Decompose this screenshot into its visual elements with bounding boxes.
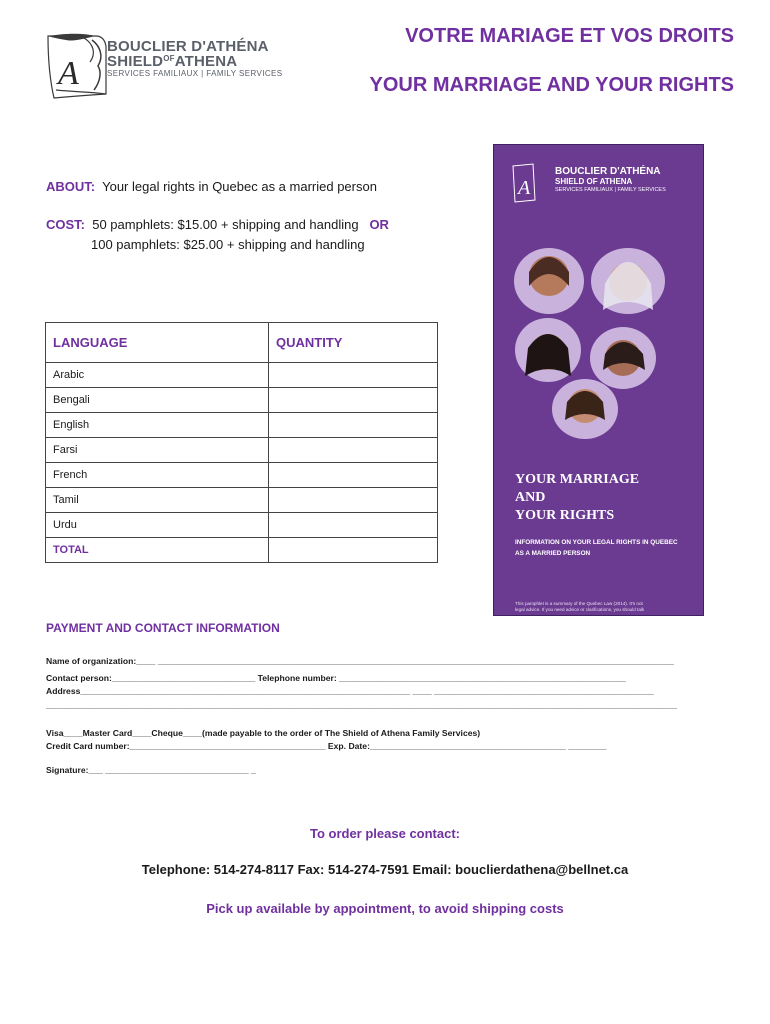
cost-label: COST: <box>46 217 85 232</box>
header-quantity: QUANTITY <box>269 323 438 363</box>
table-total-row <box>46 538 438 563</box>
address-continuation-field[interactable]: ____________________________________________________________________________________________________________________________________ <box>46 700 677 710</box>
pamphlet-org-english: SHIELD OF ATHENA <box>555 177 633 186</box>
total-input-cell[interactable] <box>269 538 438 563</box>
table-row <box>46 413 438 438</box>
language-cell: Bengali <box>46 388 269 413</box>
payment-section-title: PAYMENT AND CONTACT INFORMATION <box>46 621 280 635</box>
pamphlet-org-subtitle: SERVICES FAMILIAUX | FAMILY SERVICES <box>555 187 666 193</box>
order-table <box>45 322 438 563</box>
language-cell: English <box>46 413 269 438</box>
organization-name-field[interactable]: Name of organization:____ ____________________________________________________________________________________________________________ <box>46 656 674 666</box>
address-field[interactable]: Address_____________________________________________________________________ ____ ______________________________________________ <box>46 686 654 696</box>
pamphlet-title-1: YOUR MARRIAGE <box>515 472 640 487</box>
pickup-note: Pick up available by appointment, to avoid shipping costs <box>206 901 564 916</box>
language-cell: French <box>46 463 269 488</box>
quantity-input-cell[interactable] <box>269 513 438 538</box>
pamphlet-title-3: YOUR RIGHTS <box>515 508 615 523</box>
quantity-input-cell[interactable] <box>269 463 438 488</box>
about-text: Your legal rights in Quebec as a married person <box>102 179 377 194</box>
table-row <box>46 463 438 488</box>
about-label: ABOUT: <box>46 179 96 194</box>
title-french: VOTRE MARIAGE ET VOS DROITS <box>405 25 734 47</box>
quantity-input-cell[interactable] <box>269 413 438 438</box>
language-cell: Tamil <box>46 488 269 513</box>
cost-option-100: 100 pamphlets: $25.00 + shipping and handling <box>91 237 365 252</box>
signature-field[interactable]: Signature:___ ______________________________ _ <box>46 765 256 775</box>
total-label: TOTAL <box>46 538 269 563</box>
logo-subtitle: SERVICES FAMILIAUX | FAMILY SERVICES <box>107 69 283 78</box>
cost-or: OR <box>369 217 389 232</box>
contact-details: Telephone: 514-274-8117 Fax: 514-274-7591 Email: bouclierdathena@bellnet.ca <box>141 862 629 877</box>
table-row <box>46 388 438 413</box>
title-english: YOUR MARRIAGE AND YOUR RIGHTS <box>369 74 734 96</box>
pamphlet-fine-print-2: legal advice. If you need advice or clarifications, you should talk <box>515 607 645 612</box>
pamphlet-fine-print-1: This pamphlet is a summary of the Quebec Law (2014). It's not <box>515 601 643 606</box>
pamphlet-subtitle-2: AS A MARRIED PERSON <box>515 550 591 557</box>
payment-method-line[interactable]: Visa____Master Card____Cheque____(made payable to the order of The Shield of Athena Family Services) <box>46 728 481 738</box>
quantity-input-cell[interactable] <box>269 388 438 413</box>
quantity-input-cell[interactable] <box>269 363 438 388</box>
table-header-row <box>46 323 438 363</box>
credit-card-field[interactable]: Credit Card number:_________________________________________ Exp. Date:_________________________________________ ________ <box>46 741 607 751</box>
table-row <box>46 513 438 538</box>
table-row <box>46 438 438 463</box>
language-cell: Farsi <box>46 438 269 463</box>
pamphlet-image <box>493 144 704 616</box>
language-cell: Arabic <box>46 363 269 388</box>
quantity-input-cell[interactable] <box>269 438 438 463</box>
header-language: LANGUAGE <box>46 323 269 363</box>
order-contact-heading: To order please contact: <box>309 826 460 841</box>
table-row <box>46 488 438 513</box>
pamphlet-org-french: BOUCLIER D'ATHÉNA <box>555 166 661 177</box>
logo-name-french: BOUCLIER D'ATHÉNA <box>107 38 269 55</box>
cost-line-1 <box>46 217 389 232</box>
about-line <box>46 179 377 194</box>
contact-person-field[interactable]: Contact person:______________________________ Telephone number: ____________________________________________________________ <box>46 673 626 683</box>
logo-name-english: $SHIELD^{OF}ATHENA$ <box>107 53 238 70</box>
pamphlet-subtitle-1: INFORMATION ON YOUR LEGAL RIGHTS IN QUEBEC <box>515 539 678 546</box>
pamphlet-title-2: AND <box>515 490 546 505</box>
logo-monogram: A <box>58 55 79 92</box>
pamphlet-monogram: A <box>518 177 531 199</box>
language-cell: Urdu <box>46 513 269 538</box>
quantity-input-cell[interactable] <box>269 488 438 513</box>
cost-option-50: 50 pamphlets: $15.00 + shipping and handling <box>92 217 359 232</box>
table-row <box>46 363 438 388</box>
